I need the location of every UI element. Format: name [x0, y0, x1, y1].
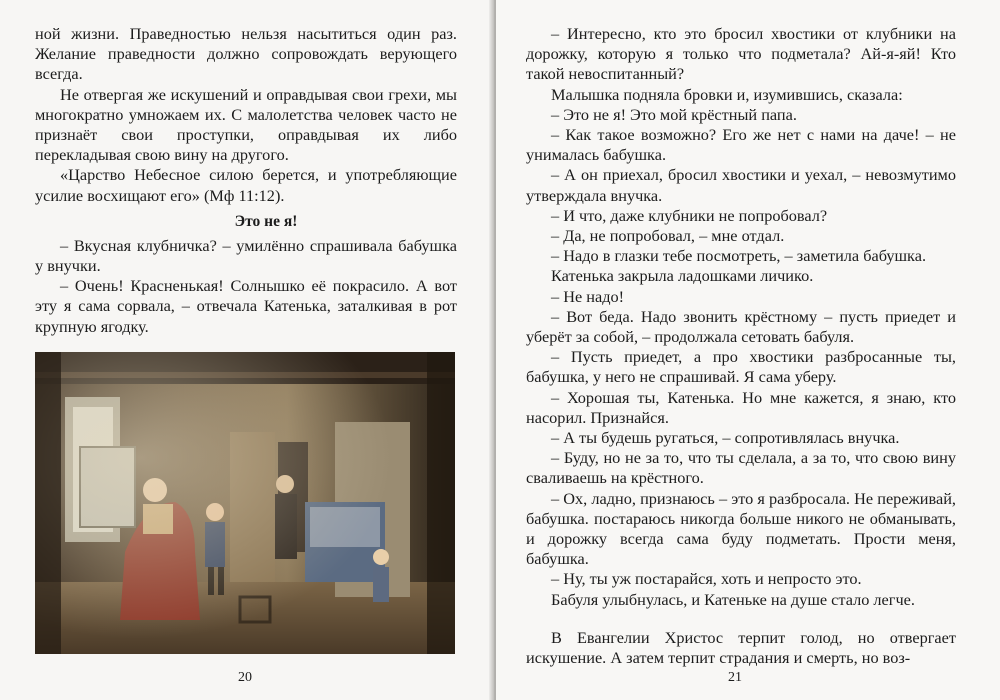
paragraph: – Хорошая ты, Катенька. Но мне кажется, я знаю, кто насорил. Признайся. [526, 387, 956, 427]
page-number-right: 21 [728, 670, 742, 685]
paragraph: – Не надо! [551, 286, 625, 306]
paragraph: Не отвергая же искушений и оправдывая свои грехи, мы многократно умножаем их. С малолетства человек часто не признаёт свои проступки, оправдывая их либо перекладывая свою вину на другого. [35, 84, 457, 165]
paragraph: – Как такое возможно? Его же нет с нами на даче! – не унималась бабушка. [526, 125, 956, 165]
paragraph: – Надо в глазки тебе посмотреть, – заметила бабушка. [551, 246, 927, 266]
paragraph: – А ты будешь ругаться, – сопротивлялась внучка. [551, 428, 900, 448]
page-number-left: 20 [238, 670, 252, 685]
quote-paragraph: «Царство Небесное силою берется, и употребляющие усилие восхищают его» (Мф 11:12). [35, 165, 457, 205]
paragraph: Малышка подняла бровки и, изумившись, сказала: [551, 84, 903, 104]
right-page [496, 0, 1000, 700]
paragraph: – Вот беда. Надо звонить крёстному – пусть приедет и уберёт за собой, – продолжала сетовать бабуля. [526, 306, 956, 347]
paragraph: – Это не я! Это мой крёстный папа. [551, 104, 797, 124]
paragraph: Бабуля улыбнулась, и Катеньке на душе стало легче. [551, 589, 915, 609]
paragraph: – Вкусная клубничка? – умилённо спрашивала бабушка у внучки. [35, 235, 457, 276]
paragraph: – Ох, ладно, признаюсь – это я разбросала. Не переживай, бабушка. постараюсь никогда больше никого не обманывать, и дорожку всегда сама буду подметать. Прости меня, бабушка. [526, 488, 956, 569]
paragraph: – Да, не попробовал, – мне отдал. [551, 226, 785, 246]
interior-painting-icon [35, 352, 455, 654]
paragraph: – Очень! Красненькая! Солнышко её покрасило. А вот эту я сама сорвала, – отвечала Катенька, заталкивая в рот крупную ягодку. [35, 276, 457, 336]
paragraph: – Буду, но не за то, что ты сделала, а за то, что свою вину сваливаешь на крёстного. [526, 448, 956, 488]
paragraph: – Ну, ты уж постарайся, хоть и непросто это. [551, 569, 862, 589]
spacer [526, 610, 956, 628]
paragraph: ной жизни. Праведностью нельзя насытиться один раз. Желание праведности должно сопровождать верующего всегда. [35, 24, 457, 84]
paragraph: – А он приехал, бросил хвостики и уехал, – невозмутимо утверждала внучка. [526, 165, 956, 205]
paragraph: – И что, даже клубники не попробовал? [551, 205, 828, 225]
paragraph: – Интересно, кто это бросил хвостики от клубники на дорожку, которую я только что подметала? Ай-я-яй! Кто такой невоспитанный? [526, 24, 956, 84]
paragraph: – Пусть приедет, а про хвостики разбросанные ты, бабушка, у него не спрашивай. Я сама уберу. [526, 347, 956, 387]
story-title: Это не я! [234, 212, 298, 230]
closing-paragraph: В Евангелии Христос терпит голод, но отвергает искушение. А затем терпит страдания и смерть, но воз- [526, 627, 956, 668]
paragraph: Катенька закрыла ладошками личико. [551, 266, 814, 286]
